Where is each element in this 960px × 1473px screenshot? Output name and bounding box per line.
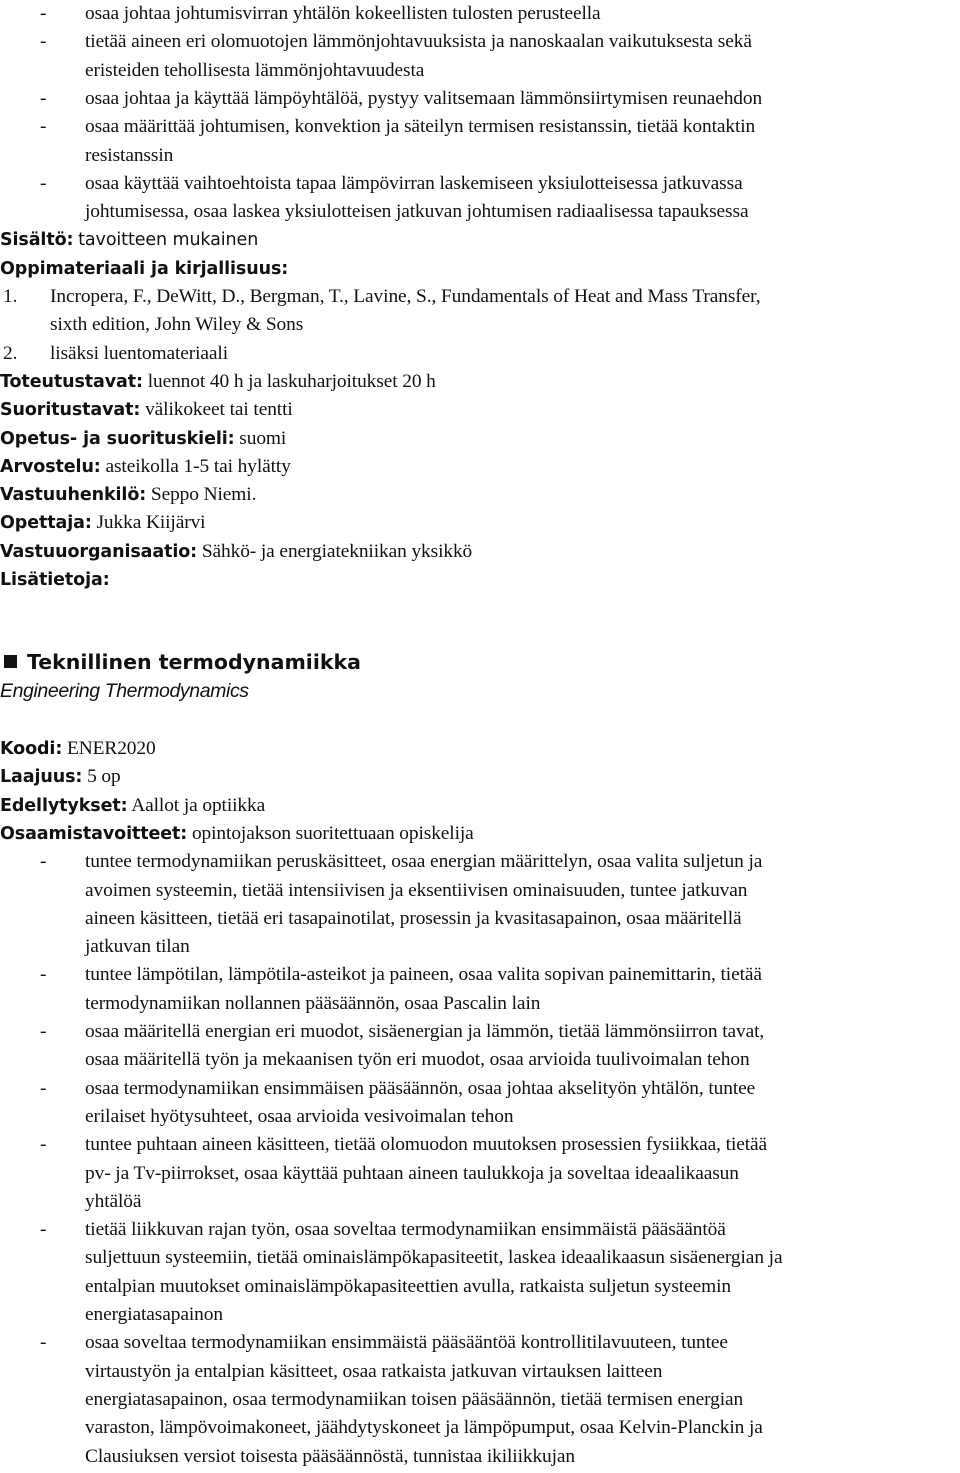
field-label: Osaamistavoitteet: — [0, 823, 188, 844]
list-item-text: johtumisessa, osaa laskea yksiulotteisen jatkuvan johtumisen radiaalisessa tapauksessa — [85, 201, 749, 223]
list-item-text: osaa johtaa johtumisvirran yhtälön kokeellisten tulosten perusteella — [85, 3, 601, 24]
course-outcome-line — [0, 848, 960, 876]
list-item-text: tuntee lämpötilan, lämpötila-asteikot ja paineen, osaa valita sopivan painemittarin, tietää — [85, 964, 762, 986]
course-outcome-line — [0, 1414, 960, 1442]
list-item-text: resistanssin — [85, 144, 174, 166]
list-dash: - — [40, 87, 47, 109]
info-field — [0, 566, 110, 594]
field-label: Toteutustavat: — [0, 371, 143, 392]
material-line — [0, 340, 960, 368]
material-number: 2. — [3, 342, 18, 364]
course-outcome-line — [0, 1188, 960, 1216]
materials-heading — [0, 255, 288, 283]
list-dash: - — [40, 1077, 47, 1099]
list-item-text: tietää liikkuvan rajan työn, osaa soveltaa termodynamiikan ensimmäistä pääsääntöä — [85, 1219, 726, 1241]
materials-heading-label: Oppimateriaali ja kirjallisuus: — [0, 258, 289, 279]
sisalto-line — [0, 226, 258, 254]
course-outcome-line — [0, 1443, 960, 1471]
field-value: opintojakson suoritettuaan opiskelija — [191, 822, 474, 844]
list-item-text: termodynamiikan nollannen pääsäännön, osaa Pascalin lain — [85, 992, 541, 1014]
list-dash: - — [40, 1332, 47, 1354]
outcome-line — [0, 142, 960, 170]
material-text: lisäksi luentomateriaali — [50, 342, 228, 364]
field-label: Vastuuorganisaatio: — [0, 541, 198, 562]
course-outcome-line — [0, 1358, 960, 1386]
field-value: 5 op — [87, 766, 121, 788]
course-outcome-line — [0, 905, 960, 933]
list-item-text: varaston, lämpövoimakoneet, jäähdytyskoneet ja lämpöpumput, osaa Kelvin-Planckin ja — [85, 1417, 763, 1439]
list-item-text: tuntee puhtaan aineen käsitteen, tietää olomuodon muutoksen prosessien fysiikkaa, tietää — [85, 1134, 768, 1156]
list-item-text: yhtälöä — [85, 1190, 142, 1212]
outcome-line — [0, 57, 960, 85]
list-dash: - — [40, 31, 47, 53]
field-label: Lisätietoja: — [0, 570, 110, 590]
outcome-line — [0, 170, 960, 198]
list-item-text: aineen käsitteen, tietää eri tasapainotilat, prosessin ja kvasitasapainon, osaa määritellä — [85, 907, 742, 929]
course-outcome-line — [0, 933, 960, 961]
field-value: asteikolla 1-5 tai hylätty — [105, 455, 291, 477]
list-item-text: Clausiuksen versiot toisesta pääsäännöstä, tunnistaa ikiliikkujan — [85, 1445, 576, 1467]
outcome-line — [0, 85, 960, 113]
list-item-text: tietää aineen eri olomuotojen lämmönjohtavuuksista ja nanoskaalan vaikutuksesta sekä — [85, 31, 752, 53]
list-dash: - — [40, 1021, 47, 1042]
course-outcome-line — [0, 1018, 960, 1046]
list-item-text: osaa soveltaa termodynamiikan ensimmäistä pääsääntöä kontrollitilavuuteen, tuntee — [85, 1332, 728, 1354]
list-dash: - — [40, 851, 47, 873]
course-outcome-line — [0, 1301, 960, 1329]
material-line — [0, 311, 960, 339]
list-item-text: suljettuun systeemiin, tietää ominaislämpökapasiteetit, laskea ideaalikaasun sisäenergian ja — [85, 1247, 783, 1269]
course-outcome-line — [0, 1386, 960, 1414]
list-item-text: osaa määrittää johtumisen, konvektion ja säteilyn termisen resistanssin, tietää kontaktin — [85, 116, 756, 138]
field-label: Laajuus: — [0, 767, 83, 788]
course-outcome-line — [0, 1273, 960, 1301]
list-item-text: erilaiset hyötysuhteet, osaa arvioida vesivoimalan tehon — [85, 1105, 514, 1127]
field-value: ENER2020 — [66, 738, 156, 759]
list-item-text: eristeiden tehollisesta lämmönjohtavuudesta — [85, 59, 425, 81]
sisalto-label: Sisältö: — [0, 230, 74, 251]
list-dash: - — [40, 1219, 47, 1241]
course-outcome-line — [0, 1329, 960, 1357]
sisalto-value: tavoitteen mukainen — [78, 230, 259, 251]
list-item-text: entalpian muutokset ominaislämpökapasiteettien avulla, ratkaista suljetun systeemin — [85, 1275, 731, 1297]
info-field — [0, 425, 286, 453]
list-item-text: osaa termodynamiikan ensimmäisen pääsäännön, osaa johtaa akselityön yhtälön, tuntee — [85, 1077, 756, 1099]
field-label: Edellytykset: — [0, 795, 128, 816]
course-outcome-line — [0, 1216, 960, 1244]
info-field — [0, 453, 291, 481]
material-text: sixth edition, John Wiley & Sons — [50, 314, 304, 336]
list-item-text: virtaustyön ja entalpian käsitteet, osaa ratkaista jatkuvan virtauksen laitteen — [85, 1360, 663, 1382]
course-outcome-line — [0, 1160, 960, 1188]
list-item-text: osaa määritellä energian eri muodot, sisäenergian ja lämmön, tietää lämmönsiirron tavat, — [85, 1021, 765, 1042]
info-field — [0, 538, 472, 566]
field-value: Seppo Niemi. — [150, 484, 257, 506]
field-label: Arvostelu: — [0, 456, 101, 477]
field-label: Opetus- ja suorituskieli: — [0, 428, 235, 449]
material-text: Incropera, F., DeWitt, D., Bergman, T., Lavine, S., Fundamentals of Heat and Mass Transfer, — [50, 286, 761, 307]
list-item-text: energiatasapainon — [85, 1304, 223, 1325]
field-label: Opettaja: — [0, 513, 92, 534]
list-item-text: jatkuvan tilan — [85, 936, 190, 958]
field-value: Aallot ja optiikka — [131, 794, 266, 816]
list-dash: - — [40, 964, 47, 986]
course-outcome-line — [0, 1131, 960, 1159]
course-outcome-line — [0, 961, 960, 989]
info-field — [0, 481, 256, 509]
field-value: suomi — [239, 427, 287, 449]
list-item-text: energiatasapainon, osaa termodynamiikan toisen pääsäännön, tietää termisen energian — [85, 1388, 744, 1410]
course-outcome-line — [0, 1244, 960, 1272]
info-field — [0, 396, 293, 424]
list-dash: - — [40, 172, 47, 194]
course-outcome-line — [0, 877, 960, 905]
list-item-text: osaa johtaa ja käyttää lämpöyhtälöä, pystyy valitsemaan lämmönsiirtymisen reunaehdon — [85, 87, 763, 109]
course-title — [0, 648, 361, 676]
field-value: Jukka Kiijärvi — [96, 512, 206, 534]
course-outcome-line — [0, 1075, 960, 1103]
list-dash: - — [40, 3, 47, 24]
material-line — [0, 283, 960, 311]
course-outcome-line — [0, 1046, 960, 1074]
square-bullet-icon — [4, 655, 17, 668]
material-number: 1. — [3, 286, 18, 307]
field-value: luennot 40 h ja laskuharjoitukset 20 h — [147, 370, 436, 392]
course-subtitle: Engineering Thermodynamics — [0, 680, 249, 703]
list-dash: - — [40, 1134, 47, 1156]
course-field — [0, 820, 474, 848]
field-value: Sähkö- ja energiatekniikan yksikkö — [201, 540, 473, 562]
outcome-line — [0, 113, 960, 141]
list-item-text: osaa käyttää vaihtoehtoista tapaa lämpövirran laskemiseen yksiulotteisessa jatkuvassa — [85, 172, 743, 194]
info-field — [0, 509, 205, 537]
course-outcome-line — [0, 990, 960, 1018]
field-value: välikokeet tai tentti — [145, 399, 293, 421]
course-field — [0, 735, 156, 763]
outcome-line — [0, 28, 960, 56]
field-label: Vastuuhenkilö: — [0, 485, 147, 506]
course-outcome-line — [0, 1103, 960, 1131]
info-field — [0, 368, 436, 396]
outcome-line — [0, 0, 960, 28]
list-item-text: pv- ja Tv-piirrokset, osaa käyttää puhtaan aineen taulukkoja ja soveltaa ideaalikaasun — [85, 1162, 739, 1184]
course-field — [0, 792, 265, 820]
outcome-line — [0, 198, 960, 226]
course-title-text: Teknillinen termodynamiikka — [27, 650, 361, 674]
list-item-text: avoimen systeemin, tietää intensiivisen ja eksentiivisen ominaisuuden, tuntee jatkuvan — [85, 879, 748, 901]
field-label: Koodi: — [0, 739, 63, 759]
list-dash: - — [40, 116, 47, 138]
list-item-text: tuntee termodynamiikan peruskäsitteet, osaa energian määrittelyn, osaa valita suljetun ja — [85, 851, 763, 873]
course-field — [0, 763, 121, 791]
list-item-text: osaa määritellä työn ja mekaanisen työn eri muodot, osaa arvioida tuulivoimalan tehon — [85, 1049, 750, 1071]
field-label: Suoritustavat: — [0, 400, 141, 421]
